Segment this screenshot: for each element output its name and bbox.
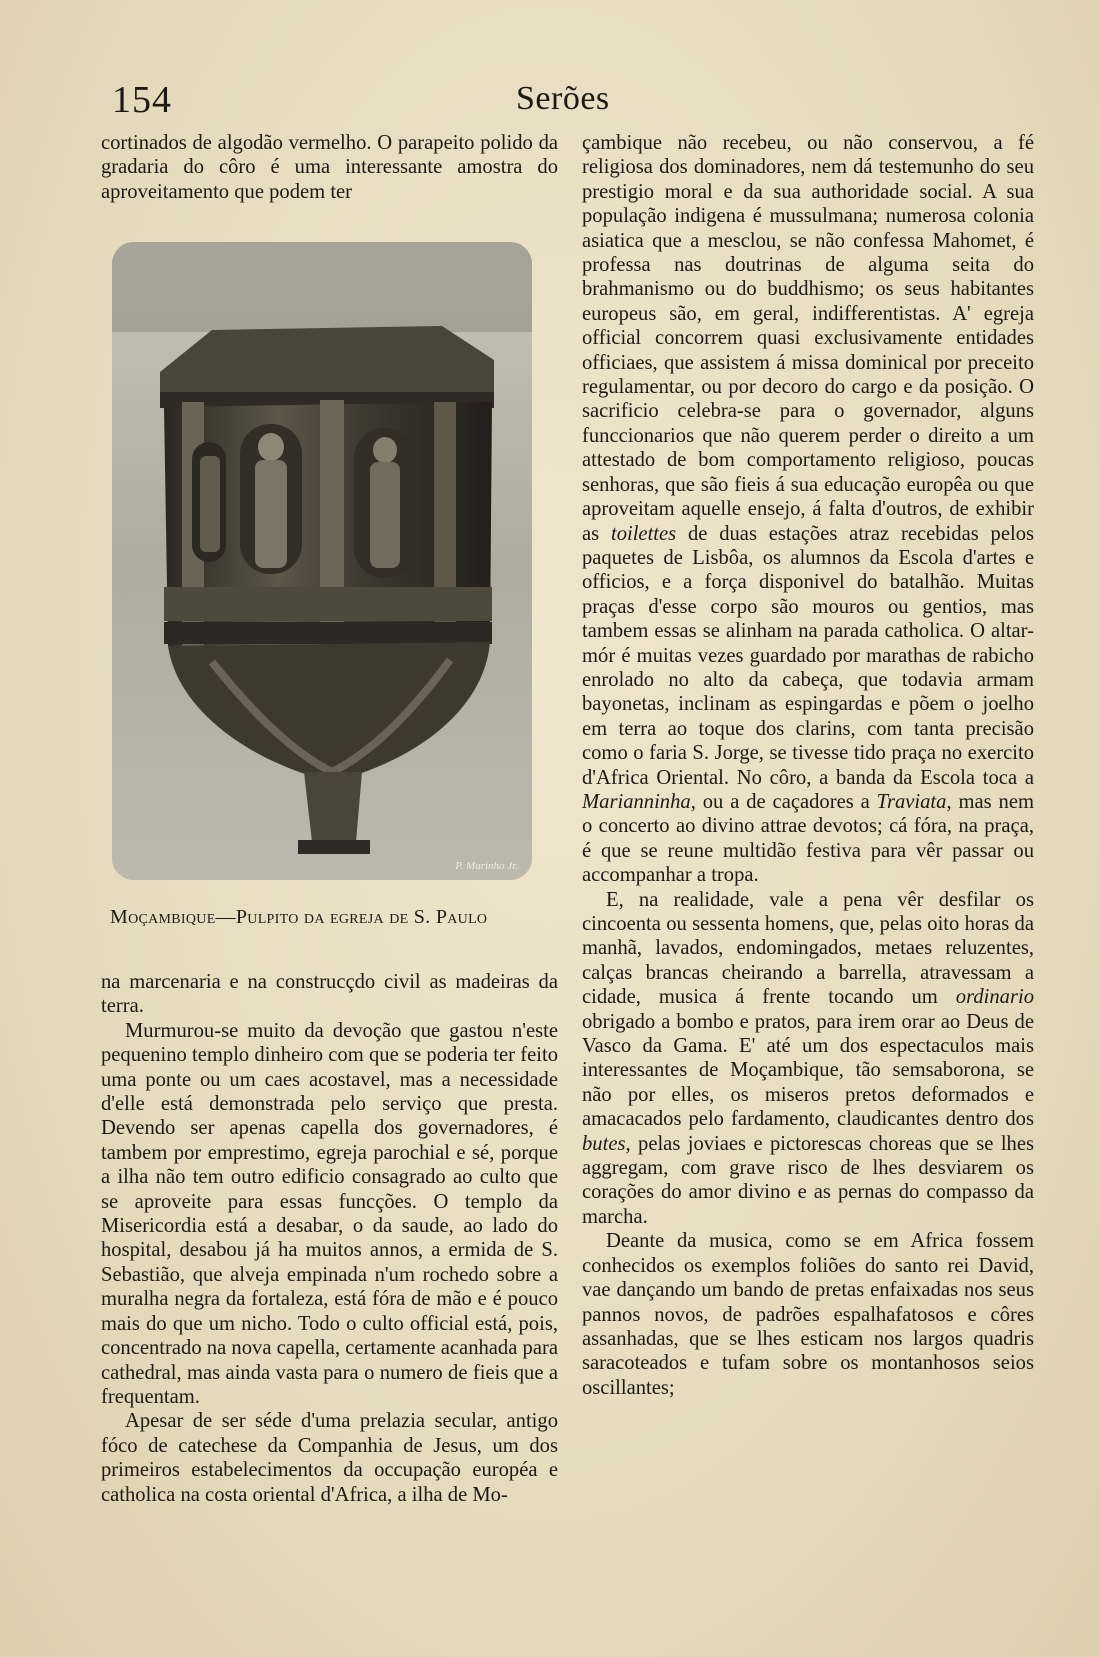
pulpit-photograph (112, 242, 532, 880)
paragraph: cortinados de algodão vermelho. O parapeito polido da gradaria do côro é uma interessante amostra do aproveitamento que podem ter (101, 132, 558, 203)
italic-term: Traviata (876, 790, 947, 813)
paragraph: na marcenaria e na construcçdo civil as madeiras da terra. (101, 971, 558, 1018)
text-run: E, na realidade, vale a pena vêr desfilar os cincoenta ou sessenta homens, que, pelas oito horas da manhã, lavados, endomingados, metaes reluzentes, calças brancas cheirando a barrella, atravessam a cidade, musica á frente tocando um (582, 888, 1034, 1009)
text-run: obrigado a bombo e pratos, para irem orar ao Deus de Vasco da Gama. E' até um dos espectaculos mais interessantes de Moçambique, tão semsaborona, se não por elles, os miseros pretos deformados e amacacados pelo fardamento, claudicantes dentro dos (582, 1010, 1034, 1131)
page-number: 154 (112, 79, 172, 121)
paragraph: Apesar de ser séde d'uma prelazia secular, antigo fóco de catechese da Companhia de Jesus, um dos primeiros estabelecimentos da occupação européa e catholica na costa oriental d'Africa, a ilha de Mo- (101, 1410, 558, 1506)
text-run: de duas estações atraz recebidas pelos paquetes de Lisbôa, os alumnos da Escola d'artes e officios, e a força disponivel do batalhão. Muitas praças d'esse corpo são mouros ou gentios, mas tambem essas se alinham na parada catholica. O altar-mór é muitas vezes guardado por marathas de rabicho enrolado no alto da cabeça, que todavia armam bayonetas, inclinam as espingardas e põem o joelho em terra ao toque dos clarins, com tanta precisão como o faria S. Jorge, se tivesse tido praça no exercito d'Africa Oriental. No côro, a banda da Escola toca a (582, 522, 1035, 789)
paragraph: Deante da musica, como se em Africa fossem conhecidos os exemplos foliões do santo rei David, vae dançando um bando de pretas enfaixadas nos seus pannos novos, de padrões espalhafatosos e côres assanhadas, que se lhes esticam nos largos quadris saracoteados e tufam sobre os montanhosos seios oscillantes; (582, 1230, 1034, 1399)
text-run: , pelas joviaes e pictorescas choreas que se lhes aggregam, com grave risco de lhes desviarem os corações do amor divino e as pernas do compasso da marcha. (582, 1132, 1034, 1228)
italic-term: toilettes (610, 522, 677, 545)
text-run: çambique não recebeu, ou não conservou, a fé religiosa dos dominadores, nem dá testemunho do seu prestigio moral e da sua authoridade social. A sua população indigena é mussulmana; numerosa colonia asiatica que a mesclou, se não confessa Mahomet, é professa nas doutrinas de alguma seita do brahmanismo ou do buddhismo; os seus habitantes europeus são, em geral, indifferentistas. A' egreja official concorrem quasi exclusivamente entidades officiaes, que assistem á missa dominical por preceito regulamentar, ou por decoro do cargo e da posição. O sacrificio celebra-se para o governador, alguns funccionarios que não querem perder o direito a um attestado de bom comportamento religioso, poucas senhoras, que são fieis á sua educação europêa ou que aproveitam aquelle ensejo, á falta d'outros, de exhibir as (582, 132, 1034, 545)
left-column-bottom (101, 970, 558, 1507)
pulpit-illustration (112, 242, 532, 880)
text-run: , ou a de caçadores a (690, 790, 877, 813)
italic-term: ordinario (955, 986, 1034, 1009)
running-title: Serões (516, 80, 610, 117)
paragraph: Murmurou-se muito da devoção que gastou n'este pequenino templo dinheiro com que se poderia ter feito uma ponte ou um caes acostavel, mas a necessidade d'elle está demonstrada pelo serviço que presta. Devendo ser apenas capella dos governadores, é tambem por emprestimo, egreja parochial e sé, porque a ilha não tem outro edificio consagrado ao culto que se aproveite para essas funcções. O templo da Misericordia está a desabar, o da saude, ao lado do hospital, desabou já ha muitos annos, a ermida de S. Sebastião, que alveja empinada n'um rochedo sobre a muralha negra da fortaleza, está fóra de mão e é pouco mais do que um nicho. Todo o culto official está, pois, concentrado na nova capella, certamente acanhada para cathedral, mas ainda vasta para o numero de fieis que a frequentam. (101, 1019, 558, 1408)
left-column-top (101, 131, 558, 204)
photo-signature: P. Marinho Jr. (455, 860, 518, 872)
figure-caption: Moçambique—Pulpito da egreja de S. Paulo (110, 906, 488, 928)
italic-term: Marianninha (582, 790, 691, 813)
right-column (582, 131, 1034, 1400)
text-run: , mas nem o concerto ao divino attrae devotos; cá fóra, na praça, é que se reune multidão festiva para vêr passar ou accompanhar a tropa. (582, 790, 1034, 887)
italic-term: butes (582, 1132, 626, 1155)
paragraph (582, 888, 1034, 1230)
paragraph (582, 131, 1034, 888)
